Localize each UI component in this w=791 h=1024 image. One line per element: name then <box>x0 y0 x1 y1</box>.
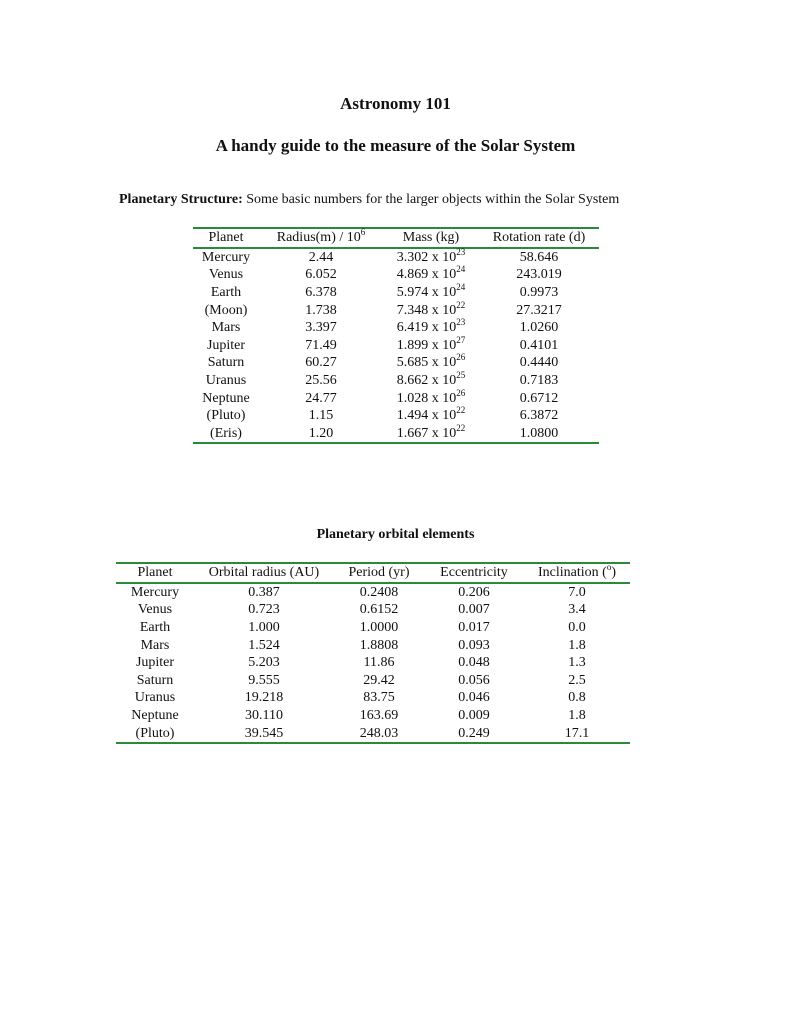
mass-exponent: 24 <box>456 264 466 275</box>
mass-mantissa: 5.974 x 10 <box>396 285 457 301</box>
cell-radius: 1.15 <box>308 408 334 424</box>
mass-mantissa: 7.348 x 10 <box>396 302 457 318</box>
table-row <box>193 301 599 319</box>
table-row <box>193 284 599 302</box>
cell-orbital-radius: 9.555 <box>248 672 280 688</box>
cell-radius: 6.052 <box>305 267 337 283</box>
cell-planet: (Eris) <box>210 425 242 441</box>
table-row <box>116 707 630 725</box>
header-radius-exponent: 6 <box>360 227 366 238</box>
cell-radius: 3.397 <box>305 320 337 336</box>
cell-orbital-radius: 5.203 <box>248 655 280 671</box>
cell-radius: 1.738 <box>305 302 337 318</box>
cell-rotation: 1.0260 <box>519 320 559 336</box>
mass-mantissa: 5.685 x 10 <box>396 355 457 371</box>
table-row <box>116 636 630 654</box>
mass-exponent: 27 <box>456 334 466 345</box>
table-header-row <box>193 228 599 248</box>
cell-inclination: 1.8 <box>568 637 586 653</box>
cell-rotation: 1.0800 <box>519 425 559 441</box>
cell-planet: Jupiter <box>206 337 246 353</box>
header-radius <box>259 228 383 248</box>
cell-eccentricity: 0.009 <box>458 708 490 724</box>
cell-orbital-radius: 0.723 <box>248 602 280 618</box>
table-row <box>193 337 599 355</box>
table-header-row <box>116 563 630 583</box>
page-subtitle: A handy guide to the measure of the Solar System <box>215 136 576 155</box>
cell-period: 0.2408 <box>359 584 399 600</box>
mass-exponent: 23 <box>456 317 466 328</box>
table-row <box>193 266 599 284</box>
cell-eccentricity: 0.017 <box>458 620 490 636</box>
mass-exponent: 24 <box>456 282 466 293</box>
cell-planet: Mars <box>140 637 170 653</box>
cell-planet: Saturn <box>207 355 245 371</box>
cell-inclination: 2.5 <box>568 672 586 688</box>
mass-mantissa: 1.899 x 10 <box>396 337 457 353</box>
mass-exponent: 23 <box>456 246 466 257</box>
cell-planet: Neptune <box>131 708 179 724</box>
cell-period: 248.03 <box>359 725 399 741</box>
header-eccentricity: Eccentricity <box>440 565 508 581</box>
cell-orbital-radius: 1.524 <box>248 637 280 653</box>
header-planet: Planet <box>208 230 244 246</box>
table-row <box>193 389 599 407</box>
mass-mantissa: 1.028 x 10 <box>396 390 457 406</box>
header-rotation: Rotation rate (d) <box>492 230 586 246</box>
mass-exponent: 22 <box>456 422 466 433</box>
cell-eccentricity: 0.249 <box>458 725 490 741</box>
table-row <box>193 425 599 444</box>
table-row <box>116 583 630 602</box>
table-row <box>193 372 599 390</box>
cell-rotation: 58.646 <box>519 249 559 265</box>
cell-orbital-radius: 30.110 <box>245 708 283 724</box>
cell-rotation: 0.4440 <box>519 355 559 371</box>
header-radius-text: Radius(m) / 10 <box>276 230 361 246</box>
page-title: Astronomy 101 <box>340 94 451 113</box>
cell-radius: 1.20 <box>308 425 334 441</box>
cell-inclination: 17.1 <box>564 725 590 741</box>
cell-planet: Mercury <box>130 584 180 600</box>
cell-inclination: 0.0 <box>568 620 586 636</box>
mass-mantissa: 8.662 x 10 <box>396 373 457 389</box>
table-row <box>116 724 630 743</box>
table-row <box>116 672 630 690</box>
structure-label: Planetary Structure: <box>119 192 243 207</box>
cell-inclination: 1.3 <box>568 655 586 671</box>
mass-mantissa: 1.667 x 10 <box>396 425 457 441</box>
mass-mantissa: 1.494 x 10 <box>396 408 457 424</box>
table-row <box>116 619 630 637</box>
cell-radius: 24.77 <box>305 390 337 406</box>
header-inclination-suffix: ) <box>611 565 616 581</box>
mass-mantissa: 6.419 x 10 <box>396 320 457 336</box>
planetary-orbital-table <box>116 562 630 744</box>
cell-planet: Neptune <box>202 390 250 406</box>
cell-planet: Jupiter <box>135 655 175 671</box>
cell-period: 29.42 <box>363 672 395 688</box>
cell-inclination: 0.8 <box>568 690 586 706</box>
cell-rotation: 6.3872 <box>519 408 559 424</box>
cell-planet: Uranus <box>205 373 247 389</box>
cell-period: 1.0000 <box>359 620 399 636</box>
mass-mantissa: 3.302 x 10 <box>396 249 457 265</box>
mass-mantissa: 4.869 x 10 <box>396 267 457 283</box>
cell-planet: Mars <box>211 320 241 336</box>
cell-period: 83.75 <box>363 690 395 706</box>
mass-exponent: 25 <box>456 370 466 381</box>
cell-eccentricity: 0.093 <box>458 637 490 653</box>
cell-planet: Venus <box>208 267 244 283</box>
cell-rotation: 243.019 <box>516 267 562 283</box>
structure-description: Some basic numbers for the larger objects within the Solar System <box>246 192 620 207</box>
cell-planet: Earth <box>210 285 242 301</box>
header-inclination-prefix: Inclination ( <box>538 565 607 581</box>
cell-rotation: 0.7183 <box>519 373 559 389</box>
cell-radius: 71.49 <box>305 337 337 353</box>
cell-eccentricity: 0.206 <box>458 584 490 600</box>
cell-orbital-radius: 19.218 <box>244 690 284 706</box>
cell-period: 1.8808 <box>359 637 399 653</box>
cell-orbital-radius: 39.545 <box>244 725 284 741</box>
cell-planet: Mercury <box>201 249 251 265</box>
cell-period: 163.69 <box>359 708 399 724</box>
cell-rotation: 0.6712 <box>519 390 559 406</box>
orbital-caption: Planetary orbital elements <box>316 527 475 542</box>
planetary-structure-table <box>193 227 599 444</box>
cell-mass <box>383 248 479 267</box>
cell-period: 11.86 <box>363 655 395 671</box>
cell-rotation: 27.3217 <box>516 302 562 318</box>
header-period: Period (yr) <box>348 565 410 581</box>
cell-mass <box>383 422 479 444</box>
cell-planet: Venus <box>137 602 173 618</box>
table-row <box>193 248 599 267</box>
table-row <box>193 319 599 337</box>
cell-rotation: 0.9973 <box>519 285 559 301</box>
cell-orbital-radius: 0.387 <box>248 584 280 600</box>
cell-planet: (Pluto) <box>135 725 175 741</box>
mass-exponent: 26 <box>456 387 466 398</box>
cell-radius: 60.27 <box>305 355 337 371</box>
cell-inclination: 7.0 <box>568 584 586 600</box>
cell-planet: Uranus <box>134 690 176 706</box>
structure-intro <box>119 192 619 208</box>
header-inclination <box>524 563 630 583</box>
header-mass: Mass (kg) <box>402 230 460 246</box>
cell-planet: Saturn <box>136 672 174 688</box>
cell-eccentricity: 0.056 <box>458 672 490 688</box>
cell-rotation: 0.4101 <box>519 337 559 353</box>
table-row <box>116 689 630 707</box>
header-inclination-degree: o <box>606 562 612 573</box>
table-row <box>116 654 630 672</box>
cell-eccentricity: 0.046 <box>458 690 490 706</box>
cell-radius: 2.44 <box>308 249 334 265</box>
cell-period: 0.6152 <box>359 602 399 618</box>
mass-exponent: 26 <box>456 352 466 363</box>
table-row <box>193 354 599 372</box>
cell-planet: Earth <box>139 620 171 636</box>
cell-inclination: 1.8 <box>568 708 586 724</box>
table-row <box>116 601 630 619</box>
mass-exponent: 22 <box>456 405 466 416</box>
table-row <box>193 407 599 425</box>
cell-radius: 25.56 <box>305 373 337 389</box>
cell-planet: (Moon) <box>204 302 248 318</box>
cell-inclination: 3.4 <box>568 602 586 618</box>
mass-exponent: 22 <box>456 299 466 310</box>
header-planet: Planet <box>137 565 173 581</box>
cell-eccentricity: 0.048 <box>458 655 490 671</box>
cell-planet: (Pluto) <box>206 408 246 424</box>
cell-eccentricity: 0.007 <box>458 602 490 618</box>
cell-orbital-radius: 1.000 <box>248 620 280 636</box>
cell-radius: 6.378 <box>305 285 337 301</box>
header-orbital-radius: Orbital radius (AU) <box>208 565 320 581</box>
